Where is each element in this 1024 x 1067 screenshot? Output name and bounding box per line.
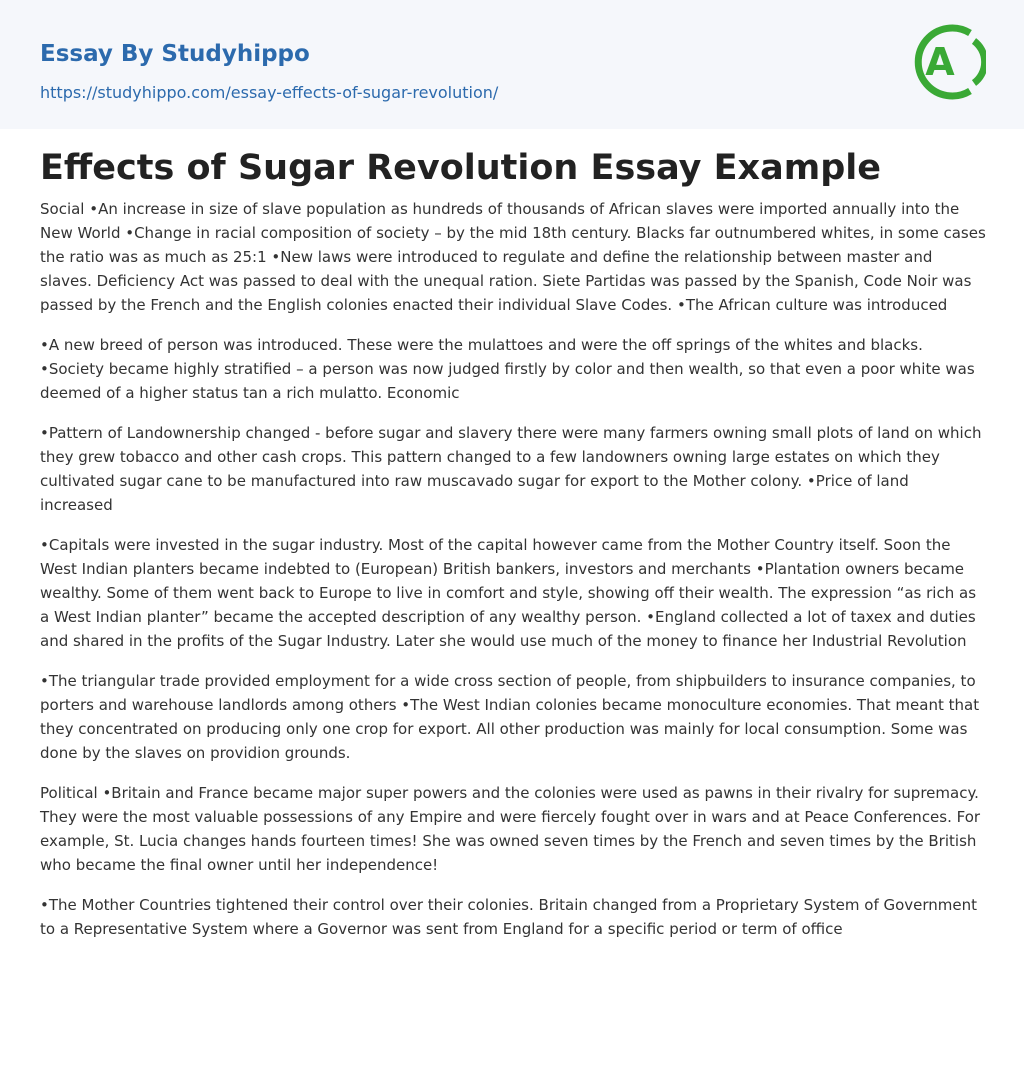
paragraph-society: •A new breed of person was introduced. These were the mulattoes and were the off springs of the whites and blacks. •Society became highly stratified – a person was now judged firstly by color and then wealth, so that even a poor white was deemed of a higher status tan a rich mulatto. Economic [40,336,975,402]
page-title: Effects of Sugar Revolution Essay Example [40,148,882,188]
paragraph-government: •The Mother Countries tightened their control over their colonies. Britain changed from a Proprietary System of Government to a Representative System where a Governor was sent from England for a specific period or term of office [40,896,978,938]
page-url-link[interactable]: https://studyhippo.com/essay-effects-of-sugar-revolution/ [40,83,499,102]
paragraph-political: Political •Britain and France became major super powers and the colonies were used as pawns in their rivalry for supremacy. They were the most valuable possessions of any Empire and were fiercely fought over in wars and at Peace Conferences. For example, St. Lucia changes hands fourteen times! She was owned seven times by the French and seven times by the British who became the final owner until her independence! [40,784,981,874]
article [40,143,986,957]
site-header [0,0,1024,129]
logo-letter: A [925,40,955,84]
studyhippo-logo-icon[interactable] [912,19,986,105]
brand-title[interactable]: Essay By Studyhippo [40,41,310,67]
paragraph-landownership: •Pattern of Landownership changed - before sugar and slavery there were many farmers owning small plots of land on which they grew tobacco and other cash crops. This pattern changed to a few landowners owning large estates on which they cultivated sugar cane to be manufactured into raw muscavado sugar for export to the Mother colony. •Price of land increased [40,424,982,514]
paragraph-trade: •The triangular trade provided employment for a wide cross section of people, from shipbuilders to insurance companies, to porters and warehouse landlords among others •The West Indian colonies became monoculture economies. That meant that they concentrated on producing only one crop for export. All other production was mainly for local consumption. Some was done by the slaves on providion grounds. [40,672,980,762]
paragraph-social: Social •An increase in size of slave population as hundreds of thousands of African slaves were imported annually into the New World •Change in racial composition of society – by the mid 18th century. Blacks far outnumbered whites, in some cases the ratio was as much as 25:1 •New laws were introduced to regulate and define the relationship between master and slaves. Deficiency Act was passed to deal with the unequal ration. Siete Partidas was passed by the Spanish, Code Noir was passed by the French and the English colonies enacted their individual Slave Codes. •The African culture was introduced [40,200,986,314]
paragraph-capital: •Capitals were invested in the sugar industry. Most of the capital however came from the Mother Country itself. Soon the West Indian planters became indebted to (European) British bankers, investors and merchants •Plantation owners became wealthy. Some of them went back to Europe to live in comfort and style, showing off their wealth. The expression “as rich as a West Indian planter” became the accepted description of any wealthy person. •England collected a lot of taxex and duties and shared in the profits of the Sugar Industry. Later she would use much of the money to finance her Industrial Revolution [40,536,977,650]
